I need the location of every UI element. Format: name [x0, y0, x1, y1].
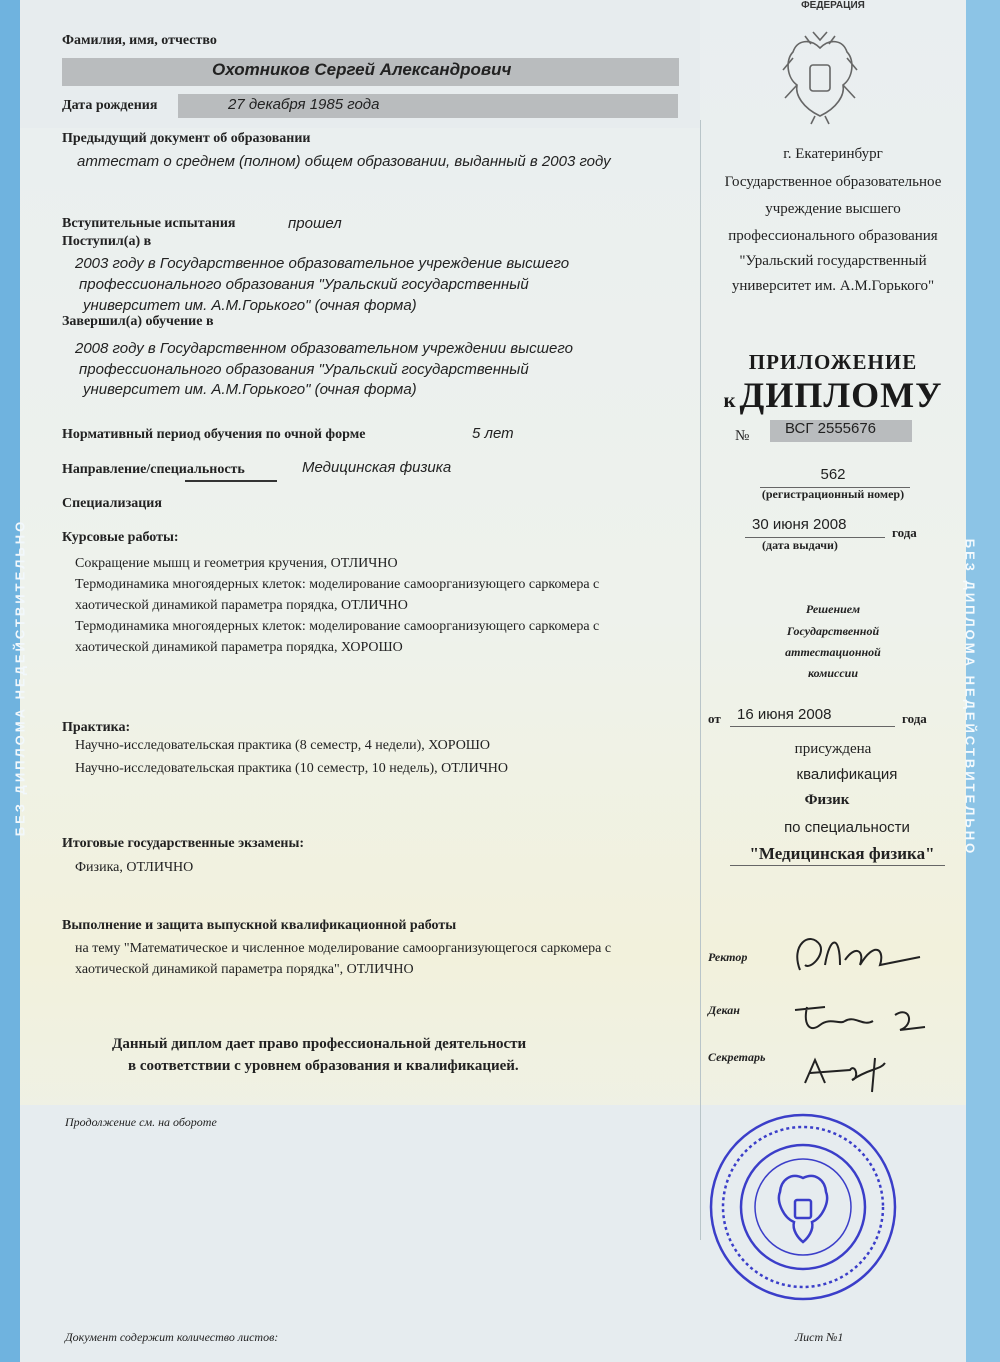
specialization-label: Специализация [62, 496, 162, 511]
institution-line-4: "Уральский государственный [739, 253, 927, 269]
coursework-line-2: Термодинамика многоядерных клеток: моделирование самоорганизующего саркомера с [75, 577, 600, 592]
enrolled-line-2: профессионального образования "Уральский государственный [79, 276, 529, 293]
commission-date: 16 июня 2008 [737, 706, 832, 723]
coat-of-arms-icon [775, 30, 865, 125]
coursework-line-5: хаотической динамикой параметра порядка, ХОРОШО [75, 640, 403, 655]
entrance-value: прошел [288, 215, 342, 232]
sheets-count-label: Документ содержит количество листов: [65, 1330, 279, 1344]
secretary-signature-icon [790, 1048, 900, 1093]
period-value: 5 лет [472, 425, 514, 442]
specialty-value: "Медицинская физика" [749, 844, 935, 863]
qualification-label: квалификация [796, 766, 898, 783]
dob-value: 27 декабря 1985 года [228, 96, 380, 113]
practice-line-2: Научно-исследовательская практика (10 семестр, 10 недель), ОТЛИЧНО [75, 761, 509, 776]
practice-label: Практика: [62, 720, 131, 735]
institution-line-3: профессионального образования [728, 228, 938, 244]
coursework-line-1: Сокращение мышц и геометрия кручения, ОТЛИЧНО [75, 556, 398, 571]
secretary-label: Секретарь [708, 1050, 766, 1064]
thesis-line-1: на тему "Математическое и численное моделирование самоорганизующегося саркомера с [75, 941, 612, 956]
rector-label: Ректор [708, 950, 748, 964]
title-prilozhenie: ПРИЛОЖЕНИЕ [748, 350, 918, 374]
continued-note: Продолжение см. на обороте [65, 1115, 217, 1129]
issue-year-word: года [892, 525, 917, 540]
coursework-line-4: Термодинамика многоядерных клеток: моделирование самоорганизующего саркомера с [75, 619, 600, 634]
specialty-label: по специальности [784, 819, 910, 836]
practice-line-1: Научно-исследовательская практика (8 семестр, 4 недели), ХОРОШО [75, 738, 491, 753]
commission-line-2: Государственной [786, 624, 880, 638]
finished-line-2: профессионального образования "Уральский государственный [79, 361, 529, 378]
exams-label: Итоговые государственные экзамены: [62, 836, 305, 851]
period-label: Нормативный период обучения по очной форме [62, 427, 366, 442]
dean-signature-icon [785, 995, 935, 1040]
dob-label: Дата рождения [62, 98, 158, 113]
column-divider [700, 120, 701, 1240]
direction-value: Медицинская физика [302, 459, 452, 476]
reg-caption: (регистрационный номер) [761, 487, 905, 501]
exams-value: Физика, ОТЛИЧНО [75, 860, 194, 875]
diploma-number: ВСГ 2555676 [785, 420, 877, 437]
sheet-number: Лист №1 [795, 1330, 844, 1344]
commission-line-1: Решением [805, 602, 861, 616]
issue-caption: (дата выдачи) [762, 538, 838, 552]
qualification-value: Физик [804, 792, 850, 808]
enrolled-label: Поступил(а) в [62, 234, 152, 249]
left-band-text: БЕЗ ДИПЛОМА НЕДЕЙСТВИТЕЛЬНО [12, 518, 28, 837]
reg-number: 562 [820, 466, 846, 483]
dean-label: Декан [708, 1003, 740, 1017]
prev-doc-label: Предыдущий документ об образовании [62, 131, 311, 146]
city-text: г. Екатеринбург [783, 146, 883, 162]
entrance-label: Вступительные испытания [62, 216, 236, 231]
person-name: Охотников Сергей Александрович [212, 60, 512, 79]
direction-underline [185, 480, 277, 482]
coursework-label: Курсовые работы: [62, 530, 179, 545]
institution-line-2: учреждение высшего [765, 201, 901, 217]
number-label: № [735, 428, 750, 444]
commission-year-word: года [902, 711, 927, 726]
commission-from-label: от [708, 711, 721, 726]
finished-line-3: университет им. А.М.Горького" (очная форма) [83, 381, 417, 398]
enrolled-line-1: 2003 году в Государственное образовательное учреждение высшего [75, 255, 570, 272]
finished-label: Завершил(а) обучение в [62, 314, 214, 329]
name-label: Фамилия, имя, отчество [62, 33, 217, 48]
rights-line-1: Данный диплом дает право профессиональной деятельности [112, 1036, 527, 1052]
official-stamp-icon [706, 1110, 901, 1305]
commission-line-4: комиссии [807, 666, 859, 680]
thesis-line-2: хаотической динамикой параметра порядка", ОТЛИЧНО [75, 962, 414, 977]
issue-date: 30 июня 2008 [752, 516, 847, 533]
rector-signature-icon [780, 925, 930, 980]
left-security-band [0, 0, 28, 1362]
direction-label: Направление/специальность [62, 462, 245, 477]
finished-line-1: 2008 году в Государственном образовательном учреждении высшего [75, 340, 573, 357]
coursework-line-3: хаотической динамикой параметра порядка, ОТЛИЧНО [75, 598, 408, 613]
right-band-text: БЕЗ ДИПЛОМА НЕДЕЙСТВИТЕЛЬНО [962, 538, 978, 857]
thesis-label: Выполнение и защита выпускной квалификационной работы [62, 918, 457, 933]
prev-doc-value: аттестат о среднем (полном) общем образовании, выданный в 2003 году [77, 153, 611, 170]
rights-line-2: в соответствии с уровнем образования и квалификацией. [128, 1058, 519, 1074]
country-text: ФЕДЕРАЦИЯ [801, 0, 865, 11]
institution-line-1: Государственное образовательное [724, 174, 942, 190]
title-diploma [706, 374, 960, 416]
institution-line-5: университет им. А.М.Горького" [731, 278, 935, 294]
specialty-line [730, 865, 945, 866]
title-main: ДИПЛОМУ [739, 375, 943, 415]
commission-date-line [730, 726, 895, 727]
enrolled-line-3: университет им. А.М.Горького" (очная форма) [83, 297, 417, 314]
commission-line-3: аттестационной [785, 645, 881, 659]
awarded-text: присуждена [794, 741, 872, 757]
title-prefix: к [723, 388, 736, 412]
